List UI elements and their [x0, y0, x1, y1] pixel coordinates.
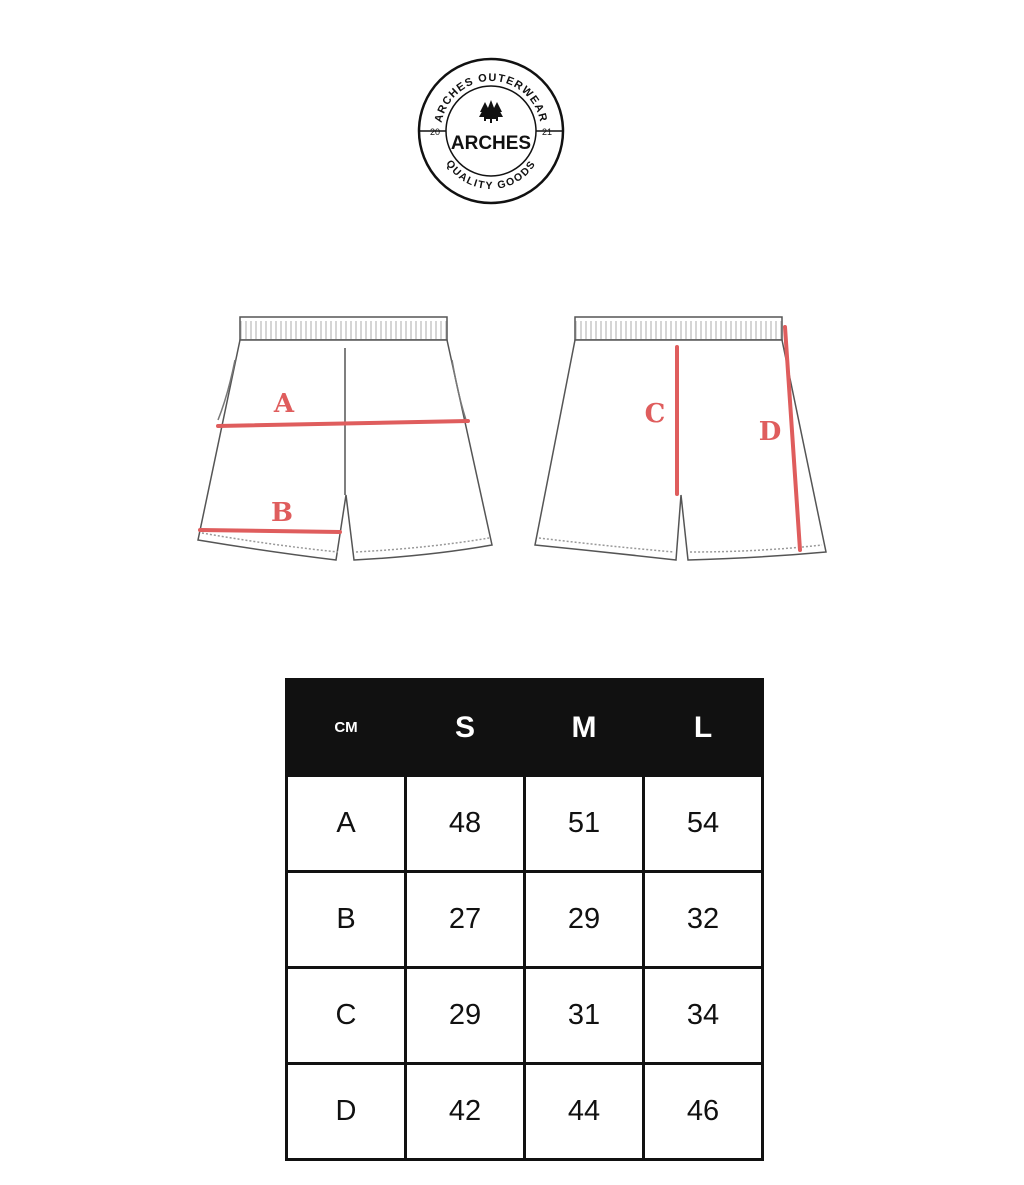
front-view — [198, 317, 492, 560]
table-row — [287, 776, 763, 872]
logo-brand: ARCHES — [450, 133, 532, 154]
row-label-a: A — [287, 776, 406, 872]
unit-header: CM — [287, 680, 406, 776]
cell-c-s: 29 — [406, 968, 525, 1064]
logo-bottom-arc: QUALITY GOODS — [443, 157, 539, 193]
cell-a-l: 54 — [644, 776, 763, 872]
back-view — [535, 317, 826, 560]
cell-a-m: 51 — [525, 776, 644, 872]
table-row — [287, 968, 763, 1064]
logo-year-left: 20 — [430, 127, 441, 137]
size-header-l: L — [644, 680, 763, 776]
marker-label-d: D — [758, 417, 782, 447]
marker-label-b: B — [271, 498, 293, 528]
row-label-d: D — [287, 1064, 406, 1160]
cell-d-m: 44 — [525, 1064, 644, 1160]
marker-label-a: A — [273, 389, 295, 419]
row-label-c: C — [287, 968, 406, 1064]
cell-d-l: 46 — [644, 1064, 763, 1160]
table-row — [287, 1064, 763, 1160]
table-row — [287, 872, 763, 968]
marker-label-c: C — [644, 399, 666, 429]
measure-line-b — [200, 530, 340, 532]
size-table — [285, 678, 764, 1161]
cell-c-m: 31 — [525, 968, 644, 1064]
cell-a-s: 48 — [406, 776, 525, 872]
table-header-row — [287, 680, 763, 776]
cell-b-m: 29 — [525, 872, 644, 968]
cell-d-s: 42 — [406, 1064, 525, 1160]
logo-top-arc: ARCHES OUTERWEAR — [432, 71, 550, 124]
logo-year-right: 21 — [542, 127, 553, 137]
cell-b-l: 32 — [644, 872, 763, 968]
row-label-b: B — [287, 872, 406, 968]
cell-c-l: 34 — [644, 968, 763, 1064]
cell-b-s: 27 — [406, 872, 525, 968]
size-header-m: M — [525, 680, 644, 776]
size-header-s: S — [406, 680, 525, 776]
